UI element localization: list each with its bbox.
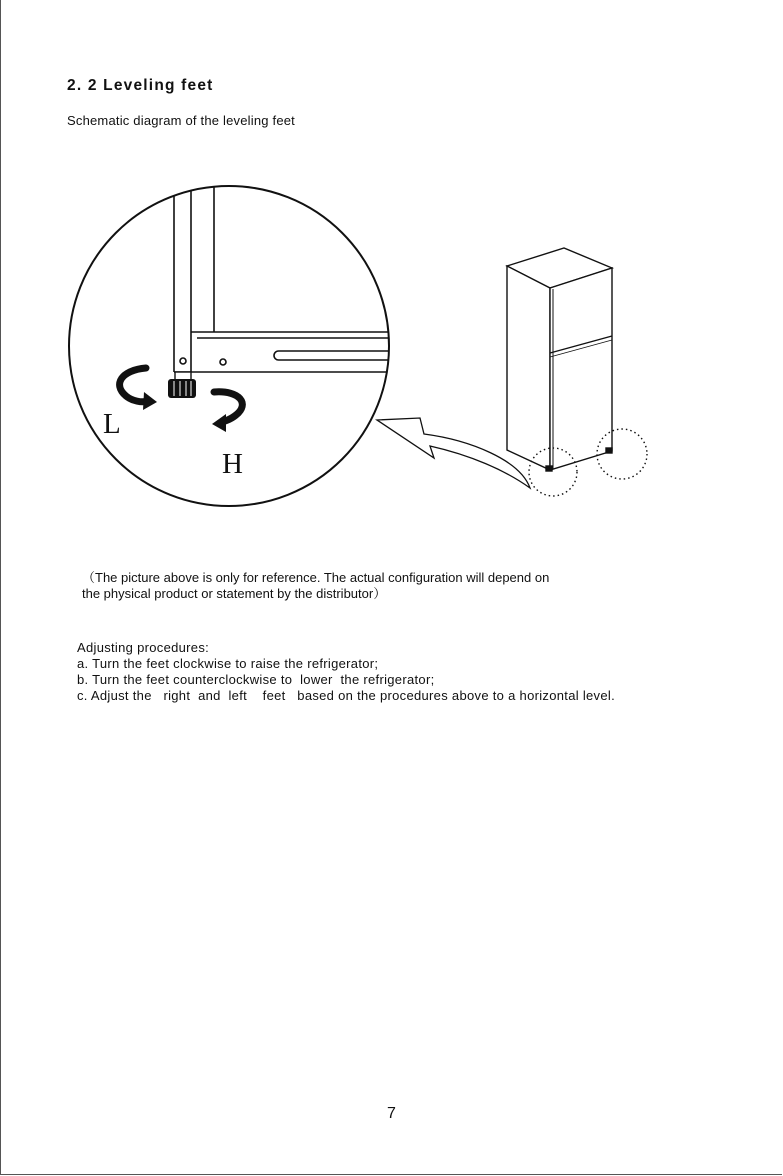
label-low: L — [103, 408, 121, 440]
diagram-caption: Schematic diagram of the leveling feet — [67, 113, 295, 128]
page-number: 7 — [387, 1105, 396, 1122]
reference-note — [82, 570, 549, 602]
reference-note-line-2: the physical product or statement by the distributor） — [82, 586, 387, 601]
procedure-step-c: c. Adjust the right and left feet based on the procedures above to a horizontal level. — [77, 688, 615, 703]
section-number: 2. 2 — [67, 77, 98, 94]
label-high: H — [222, 448, 243, 480]
section-title — [67, 77, 214, 95]
procedure-step-b: b. Turn the feet counterclockwise to lower the refrigerator; — [77, 672, 435, 687]
procedures-heading: Adjusting procedures: — [77, 640, 210, 655]
procedure-step-a: a. Turn the feet clockwise to raise the refrigerator; — [77, 656, 379, 671]
refrigerator-illustration — [507, 248, 647, 496]
detail-magnifier — [69, 180, 414, 506]
section-title-text: Leveling feet — [103, 77, 214, 94]
leveling-feet-diagram — [0, 160, 783, 550]
reference-note-line-1: （The picture above is only for reference. The actual configuration will depend on — [82, 570, 550, 585]
adjusting-procedures — [77, 640, 615, 704]
